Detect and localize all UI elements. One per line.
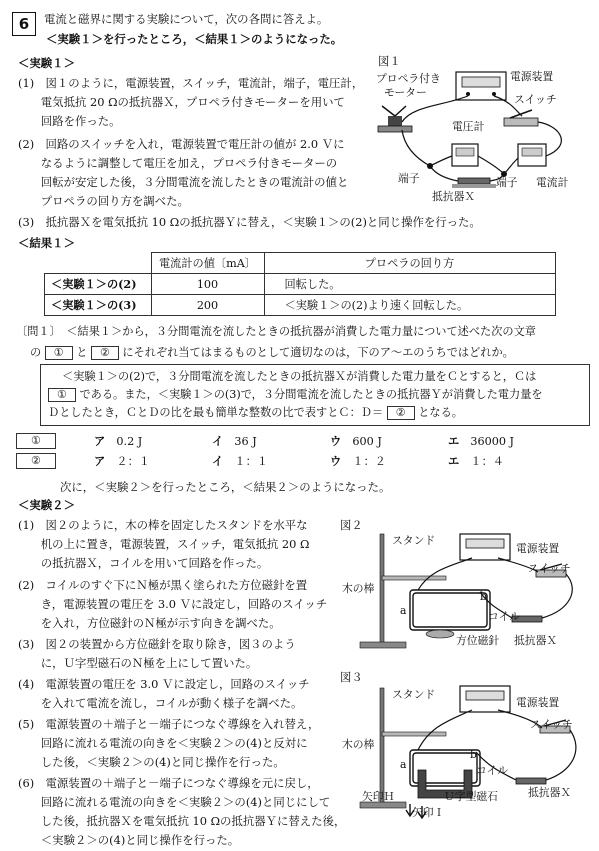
exp2-step-line: した後，抵抗器Ｘを電気抵抗 10 Ωの抵抗器Ｙに替えた後， <box>18 814 346 828</box>
fig1-label-terminal-left: 端子 <box>398 172 420 185</box>
table-header-cell <box>45 253 152 274</box>
fig3-label-switch: スイッチ <box>530 718 573 731</box>
result1-heading: ＜結果１＞ <box>18 236 75 250</box>
exp2-step-line: 回路に流れる電流の向きを＜実験２＞の(4)と同じにして <box>18 795 331 809</box>
exp2-step-line: (4) 電源装置の電圧を 3.0 Ｖに設定し，回路のスイッチ <box>18 677 310 691</box>
fig1-label-resistor: 抵抗器Ｘ <box>432 190 476 203</box>
coil-icon <box>410 590 490 630</box>
fig2-label-switch: スイッチ <box>528 562 571 575</box>
exp2-step-line: (2) コイルのすぐ下にＮ極が黒く塗られた方位磁針を置 <box>18 578 308 592</box>
exp1-step-line: (2) 回路のスイッチを入れ，電源装置で電圧計の値が 2.0 Ｖに <box>18 137 345 151</box>
table-row <box>45 295 556 316</box>
table-row <box>45 274 556 295</box>
option-u[interactable]: ウ 600 J <box>330 434 382 448</box>
blank-2: ② <box>387 406 415 420</box>
exp2-heading: ＜実験２＞ <box>18 498 75 512</box>
option-e[interactable]: エ １：４ <box>448 454 504 468</box>
fig3-label-coil: コイル <box>476 764 509 777</box>
fig2-label-rod: 木の棒 <box>342 582 375 595</box>
fig3-label-arrow-i: 矢印Ｉ <box>412 806 445 819</box>
exp1-heading: ＜実験１＞ <box>18 56 75 70</box>
option-a[interactable]: ア ２：１ <box>94 454 150 468</box>
exp2-step-line: 回路に流れる電流の向きを＜実験２＞の(4)と反対に <box>18 736 308 750</box>
options-label-2: ② <box>16 453 56 469</box>
fig2-label-coil: コイル <box>488 610 521 623</box>
fig1-label-ammeter: 電流計 <box>536 176 569 189</box>
fig3-label-arrow-h: 矢印Ｈ <box>362 790 395 803</box>
table-header-cell: プロペラの回り方 <box>264 253 555 274</box>
exp2-step-line: 机の上に置き，電源装置，スイッチ，電気抵抗 20 Ω <box>18 537 310 551</box>
exp1-step-line: (3) 抵抗器Ｘを電気抵抗 10 Ωの抵抗器Ｙに替え，＜実験１＞の(2)と同じ操作を行った。 <box>18 215 481 229</box>
fig2-label-b: b <box>480 590 487 603</box>
q1-text: にそれぞれ当てはまるものとして適切なのは，下のア～エのうちではどれか。 <box>122 346 514 359</box>
wooden-rod-icon <box>382 576 446 580</box>
fig1-label-propeller: プロペラ付き <box>376 72 441 85</box>
options-label-1: ① <box>16 433 56 449</box>
fig2-label-compass: 方位磁針 <box>456 634 500 647</box>
option-i[interactable]: イ １：１ <box>212 454 268 468</box>
result1-table <box>44 252 556 316</box>
fig2-label-power: 電源装置 <box>516 542 560 555</box>
fig2-label-stand: スタンド <box>392 534 436 547</box>
question-number: 6 <box>12 12 36 36</box>
exp1-step-line: なるように調整して電圧を加え，プロペラ付きモーターの <box>18 156 338 170</box>
fig3-label-power: 電源装置 <box>516 696 560 709</box>
resistor-icon <box>516 778 546 784</box>
fig2-label-a: a <box>400 604 407 617</box>
intro-line-2: ＜実験１＞を行ったところ，＜結果１＞のようになった。 <box>46 32 343 46</box>
table-cell: ＜実験１＞の(2) <box>45 274 152 295</box>
q1-text: の <box>30 346 42 359</box>
exp2-step-line: ＜実験２＞の(4)と同じ操作を行った。 <box>18 833 240 847</box>
exp2-step-line: を入れ，方位磁針のＮ極が示す向きを調べた。 <box>18 616 281 630</box>
fig2-label-resistor: 抵抗器Ｘ <box>514 634 558 647</box>
exp2-step-line: (5) 電源装置の＋端子と－端子につなぐ導線を入れ替え， <box>18 717 320 731</box>
q1-line-1: 〔問１〕 ＜結果１＞から，３分間電流を流したときの抵抗器が消費した電力量について述べた次の文章 <box>16 325 536 338</box>
table-cell: 回転した。 <box>264 274 555 295</box>
q1-box-line-2 <box>48 388 543 402</box>
fig3-label-resistor: 抵抗器Ｘ <box>528 786 572 799</box>
fig3-label-rod: 木の棒 <box>342 738 375 751</box>
intro-line-1: 電流と磁界に関する実験について，次の各問に答えよ。 <box>44 12 329 26</box>
q1-text: と <box>76 346 88 359</box>
q1-box-text: Ｄとしたとき，ＣとＤの比を最も簡単な整数の比で表すとＣ：Ｄ＝ <box>48 406 384 419</box>
exp1-step-line: プロペラの回り方を調べた。 <box>18 194 189 208</box>
fig3-title: 図３ <box>340 670 363 684</box>
q1-box-line-1: ＜実験１＞の(2)で，３分間電流を流したときの抵抗器Ｘが消費した電力量をＣとすると，Ｃは <box>62 370 537 383</box>
exp1-step-line: 電気抵抗 20 Ωの抵抗器Ｘ，プロペラ付きモーターを用いて <box>18 95 345 109</box>
fig1-label-terminal-right: 端子 <box>496 176 518 189</box>
exp2-step-line: に，Ｕ字型磁石のＮ極を上にして置いた。 <box>18 656 258 670</box>
exp2-step-line: (6) 電源装置の＋端子と－端子につなぐ導線を元に戻し， <box>18 776 319 790</box>
voltmeter-icon <box>452 144 478 166</box>
q1-line-2 <box>30 346 514 360</box>
exp1-step-line: (1) 図１のように，電源装置，スイッチ，電流計，端子，電圧計， <box>18 76 364 90</box>
fig3-label-magnet: Ｕ字型磁石 <box>444 790 498 803</box>
fig1-title: 図１ <box>378 54 401 68</box>
wooden-rod-icon <box>382 732 446 736</box>
blank-1: ① <box>48 388 76 402</box>
propeller-motor-icon <box>378 106 412 132</box>
fig3-label-a: a <box>400 758 407 771</box>
blank-2: ② <box>91 346 119 360</box>
exp2-step-line: (3) 図２の装置から方位磁針を取り除き，図３のよう <box>18 637 296 651</box>
table-header-row <box>45 253 556 274</box>
fig3-label-stand: スタンド <box>392 688 436 701</box>
table-cell: ＜実験１＞の(3) <box>45 295 152 316</box>
table-cell: ＜実験１＞の(2)より速く回転した。 <box>264 295 555 316</box>
option-u[interactable]: ウ １：２ <box>330 454 386 468</box>
compass-icon <box>426 630 454 638</box>
fig1-label-motor: モーター <box>384 86 427 99</box>
ammeter-icon <box>518 144 546 166</box>
q1-box-text: となる。 <box>418 406 463 419</box>
q1-box-line-3 <box>48 406 463 420</box>
exp2-step-line: を入れて電流を流し，コイルが動く様子を調べた。 <box>18 696 303 710</box>
table-cell: 100 <box>151 274 264 295</box>
resistor-x-icon <box>452 178 496 188</box>
option-i[interactable]: イ 36 J <box>212 434 257 448</box>
option-a[interactable]: ア 0.2 J <box>94 434 143 448</box>
blank-1: ① <box>45 346 73 360</box>
exp2-step-line: き，電源装置の電圧を 3.0 Ｖに設定し，回路のスイッチ <box>18 597 328 611</box>
fig1-label-switch: スイッチ <box>514 93 557 106</box>
exp2-step-line: (1) 図２のように，木の棒を固定したスタンドを水平な <box>18 518 308 532</box>
option-e[interactable]: エ 36000 J <box>448 434 515 448</box>
q1-box-text: である。また，＜実験１＞の(3)で，３分間電流を流したときの抵抗器Ｙが消費した電力量を <box>79 388 543 401</box>
table-header-cell: 電流計の値〔mA〕 <box>151 253 264 274</box>
next-line: 次に，＜実験２＞を行ったところ，＜結果２＞のようになった。 <box>60 480 391 494</box>
exp2-step-line: した後，＜実験２＞の(4)と同じ操作を行った。 <box>18 755 285 769</box>
exp1-step-line: 回路を作った。 <box>18 114 121 128</box>
fig2-title: 図２ <box>340 518 363 532</box>
fig3-label-b: b <box>470 748 477 761</box>
switch-icon <box>504 110 538 126</box>
fig1-label-power: 電源装置 <box>510 70 554 83</box>
exp2-step-line: の抵抗器Ｘ，コイルを用いて回路を作った。 <box>18 556 269 570</box>
fig1-label-voltmeter: 電圧計 <box>452 120 485 133</box>
table-cell: 200 <box>151 295 264 316</box>
exp1-step-line: 回転が安定した後，３分間電流を流したときの電流計の値と <box>18 175 349 189</box>
